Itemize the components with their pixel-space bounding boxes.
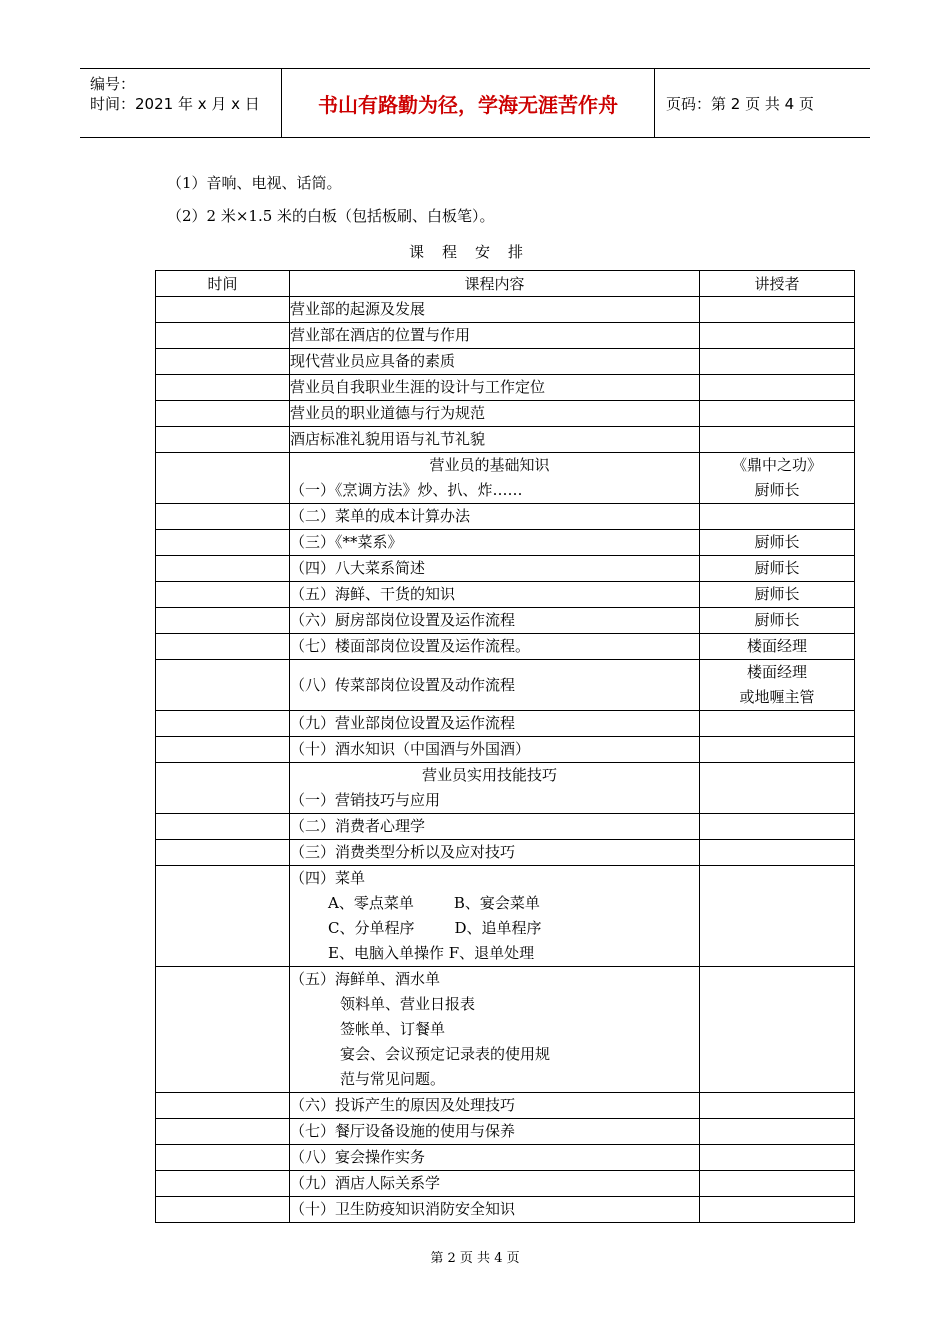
lecturer-cell (700, 297, 855, 323)
table-row (156, 401, 855, 427)
menu-option: D、追单程序 (454, 919, 542, 937)
content-cell: （二）菜单的成本计算办法 (290, 504, 700, 530)
menu-option: A、零点菜单 (328, 894, 414, 912)
lecturer-line: 厨师长 (754, 481, 800, 499)
table-row (156, 297, 855, 323)
table-row (156, 1171, 855, 1197)
lecturer-line: 楼面经理 (746, 663, 807, 681)
lecturer-cell: 厨师长 (700, 530, 855, 556)
page-header (80, 68, 870, 138)
table-row (156, 967, 855, 1093)
time-cell (156, 737, 290, 763)
lecturer-cell (700, 1145, 855, 1171)
lecturer-cell (700, 814, 855, 840)
header-motto: 书山有路勤为径，学海无涯苦作舟 (318, 92, 618, 117)
content-line: 范与常见问题。 (340, 1070, 446, 1088)
time-cell (156, 556, 290, 582)
content-line: 签帐单、订餐单 (340, 1020, 446, 1038)
content-cell (290, 866, 700, 967)
table-row (156, 1093, 855, 1119)
header-content: 课程内容 (290, 271, 700, 297)
content-cell: 酒店标准礼貌用语与礼节礼貌 (290, 427, 700, 453)
header-divider (654, 69, 655, 137)
table-row (156, 530, 855, 556)
time-cell (156, 323, 290, 349)
content-cell: 营业员自我职业生涯的设计与工作定位 (290, 375, 700, 401)
time-cell (156, 297, 290, 323)
content-cell: （十）酒水知识（中国酒与外国酒） (290, 737, 700, 763)
table-row (156, 660, 855, 711)
lecturer-cell: 楼面经理 (700, 634, 855, 660)
lecturer-cell (700, 737, 855, 763)
time-cell (156, 582, 290, 608)
lecturer-cell (700, 504, 855, 530)
lecturer-cell (700, 1093, 855, 1119)
time-cell (156, 401, 290, 427)
time-cell (156, 453, 290, 504)
table-title: 课程安排 (408, 243, 541, 261)
content-cell: （六）厨房部岗位设置及运作流程 (290, 608, 700, 634)
time-cell (156, 634, 290, 660)
content-cell: （六）投诉产生的原因及处理技巧 (290, 1093, 700, 1119)
content-line: 宴会、会议预定记录表的使用规 (340, 1045, 551, 1063)
content-cell: （五）海鲜、干货的知识 (290, 582, 700, 608)
table-row (156, 349, 855, 375)
schedule-table (155, 270, 855, 1223)
content-cell: （二）消费者心理学 (290, 814, 700, 840)
time-cell (156, 1119, 290, 1145)
header-lecturer: 讲授者 (700, 271, 855, 297)
lecturer-cell (700, 349, 855, 375)
lecturer-cell: 厨师长 (700, 556, 855, 582)
table-row (156, 634, 855, 660)
table-row (156, 582, 855, 608)
time-cell (156, 967, 290, 1093)
content-cell: （八）宴会操作实务 (290, 1145, 700, 1171)
lecturer-cell (700, 840, 855, 866)
content-cell: （七）餐厅设备设施的使用与保养 (290, 1119, 700, 1145)
lecturer-cell (700, 401, 855, 427)
content-cell: （三）《**菜系》 (290, 530, 700, 556)
time-cell (156, 504, 290, 530)
content-cell: （十）卫生防疫知识消防安全知识 (290, 1197, 700, 1223)
content-cell: 营业部在酒店的位置与作用 (290, 323, 700, 349)
content-cell (290, 967, 700, 1093)
content-line: 领料单、营业日报表 (340, 995, 476, 1013)
table-row (156, 453, 855, 504)
content-line (290, 891, 699, 916)
lecturer-line: 《鼎中之功》 (731, 456, 822, 474)
lecturer-cell: 厨师长 (700, 608, 855, 634)
header-time: 时间 (156, 271, 290, 297)
time-cell (156, 814, 290, 840)
content-cell: （七）楼面部岗位设置及运作流程。 (290, 634, 700, 660)
table-row (156, 375, 855, 401)
header-number-label: 编号： (90, 75, 136, 93)
equipment-item-2: （2）2 米×1.5 米的白板（包括板刷、白板笔）。 (167, 207, 495, 225)
lecturer-cell (700, 866, 855, 967)
lecturer-cell (700, 660, 855, 711)
header-page-label: 页码：第 2 页 共 4 页 (666, 94, 814, 113)
content-cell: （九）营业部岗位设置及运作流程 (290, 711, 700, 737)
time-cell (156, 349, 290, 375)
header-time-label: 时间：2021 年 x 月 x 日 (90, 95, 260, 113)
menu-option: F、退单处理 (448, 944, 535, 962)
content-cell: （四）八大菜系简述 (290, 556, 700, 582)
lecturer-cell (700, 375, 855, 401)
content-cell: （九）酒店人际关系学 (290, 1171, 700, 1197)
time-cell (156, 1093, 290, 1119)
content-line: （一）《烹调方法》炒、扒、炸…… (290, 481, 523, 499)
table-row (156, 427, 855, 453)
lecturer-cell (700, 1119, 855, 1145)
table-row (156, 1197, 855, 1223)
time-cell (156, 1197, 290, 1223)
table-row (156, 840, 855, 866)
lecturer-line: 或地喱主管 (739, 688, 815, 706)
time-cell (156, 1145, 290, 1171)
content-cell: 营业部的起源及发展 (290, 297, 700, 323)
content-cell (290, 763, 700, 814)
menu-option: E、电脑入单操作 (328, 944, 444, 962)
lecturer-cell (700, 763, 855, 814)
lecturer-cell (700, 1197, 855, 1223)
content-cell: 营业员的职业道德与行为规范 (290, 401, 700, 427)
table-row (156, 737, 855, 763)
table-row (156, 504, 855, 530)
content-line: （四）菜单 (290, 869, 366, 887)
lecturer-cell (700, 967, 855, 1093)
time-cell (156, 1171, 290, 1197)
lecturer-cell (700, 1171, 855, 1197)
time-cell (156, 427, 290, 453)
section-heading: 营业员的基础知识 (429, 456, 550, 474)
table-row (156, 323, 855, 349)
content-line: （五）海鲜单、酒水单 (290, 970, 441, 988)
content-cell: （八）传菜部岗位设置及动作流程 (290, 660, 700, 711)
lecturer-cell: 厨师长 (700, 582, 855, 608)
lecturer-cell (700, 323, 855, 349)
content-line (290, 941, 699, 966)
content-cell (290, 453, 700, 504)
table-row (156, 711, 855, 737)
time-cell (156, 866, 290, 967)
section-heading: 营业员实用技能技巧 (421, 766, 557, 784)
time-cell (156, 711, 290, 737)
content-line (290, 916, 699, 941)
table-row (156, 608, 855, 634)
content-cell: 现代营业员应具备的素质 (290, 349, 700, 375)
time-cell (156, 375, 290, 401)
equipment-item-1: （1）音响、电视、话筒。 (167, 174, 342, 192)
menu-option: C、分单程序 (328, 919, 415, 937)
table-row (156, 866, 855, 967)
header-meta (80, 69, 280, 137)
table-header-row (156, 271, 855, 297)
time-cell (156, 763, 290, 814)
table-row (156, 1145, 855, 1171)
time-cell (156, 608, 290, 634)
time-cell (156, 660, 290, 711)
menu-option: B、宴会菜单 (453, 894, 540, 912)
page-footer: 第 2 页 共 4 页 (430, 1251, 520, 1266)
table-row (156, 814, 855, 840)
lecturer-cell (700, 427, 855, 453)
time-cell (156, 840, 290, 866)
lecturer-cell (700, 711, 855, 737)
lecturer-cell (700, 453, 855, 504)
time-cell (156, 530, 290, 556)
content-cell: （三）消费类型分析以及应对技巧 (290, 840, 700, 866)
content-line: （一）营销技巧与应用 (290, 791, 441, 809)
table-row (156, 763, 855, 814)
table-row (156, 1119, 855, 1145)
table-row (156, 556, 855, 582)
